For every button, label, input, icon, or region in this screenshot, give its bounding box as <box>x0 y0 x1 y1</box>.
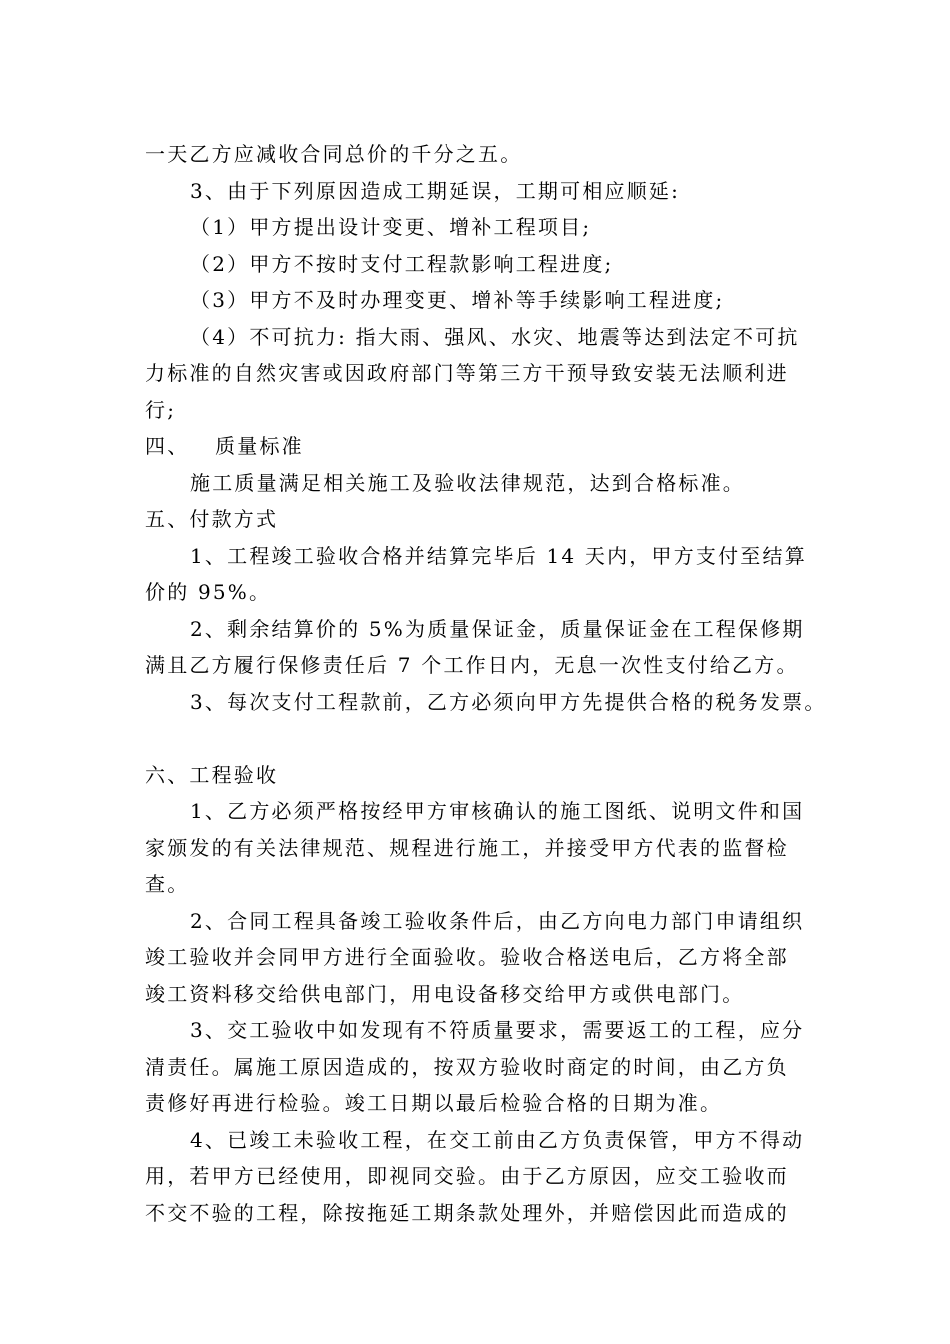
text-line: 竣工验收并会同甲方进行全面验收。验收合格送电后，乙方将全部 <box>145 945 789 969</box>
text-line: 3、每次支付工程款前，乙方必须向甲方先提供合格的税务发票。 <box>190 690 827 714</box>
text-line: 价的 95%。 <box>145 580 272 604</box>
text-line: 竣工资料移交给供电部门，用电设备移交给甲方或供电部门。 <box>145 982 745 1006</box>
text-line: 清责任。属施工原因造成的，按双方验收时商定的时间，由乙方负 <box>145 1055 789 1079</box>
text-line: 施工质量满足相关施工及验收法律规范，达到合格标准。 <box>190 471 745 495</box>
text-line: 责修好再进行检验。竣工日期以最后检验合格的日期为准。 <box>145 1091 723 1115</box>
text-line: 力标准的自然灾害或因政府部门等第三方干预导致安装无法顺利进 <box>145 361 789 385</box>
text-line: 家颁发的有关法律规范、规程进行施工，并接受甲方代表的监督检 <box>145 836 789 860</box>
text-line: 用，若甲方已经使用，即视同交验。由于乙方原因，应交工验收而 <box>145 1164 789 1188</box>
text-line: （3）甲方不及时办理变更、增补等手续影响工程进度; <box>190 288 725 312</box>
text-line: 4、已竣工未验收工程，在交工前由乙方负责保管，甲方不得动 <box>190 1128 805 1152</box>
text-line: 3、由于下列原因造成工期延误，工期可相应顺延: <box>190 179 681 203</box>
text-line: 行; <box>145 398 177 422</box>
text-line: 查。 <box>145 872 190 896</box>
section-heading: 六、工程验收 <box>145 763 279 787</box>
text-line: 2、剩余结算价的 5%为质量保证金，质量保证金在工程保修期 <box>190 617 805 641</box>
text-line: （1）甲方提出设计变更、增补工程项目; <box>190 215 592 239</box>
text-line: 1、乙方必须严格按经甲方审核确认的施工图纸、说明文件和国 <box>190 799 805 823</box>
text-line: 3、交工验收中如发现有不符质量要求，需要返工的工程，应分 <box>190 1018 805 1042</box>
text-line: 满且乙方履行保修责任后 7 个工作日内，无息一次性支付给乙方。 <box>145 653 799 677</box>
text-line: 1、工程竣工验收合格并结算完毕后 14 天内，甲方支付至结算 <box>190 544 807 568</box>
section-heading: 五、付款方式 <box>145 507 279 531</box>
text-line: 2、合同工程具备竣工验收条件后，由乙方向电力部门申请组织 <box>190 909 805 933</box>
text-line: （4）不可抗力: 指大雨、强风、水灾、地震等达到法定不可抗 <box>190 325 800 349</box>
text-line: 不交不验的工程，除按拖延工期条款处理外，并赔偿因此而造成的 <box>145 1201 789 1225</box>
section-heading: 四、 质量标准 <box>145 434 304 458</box>
text-line: （2）甲方不按时支付工程款影响工程进度; <box>190 252 614 276</box>
text-line: 一天乙方应减收合同总价的千分之五。 <box>145 142 523 166</box>
